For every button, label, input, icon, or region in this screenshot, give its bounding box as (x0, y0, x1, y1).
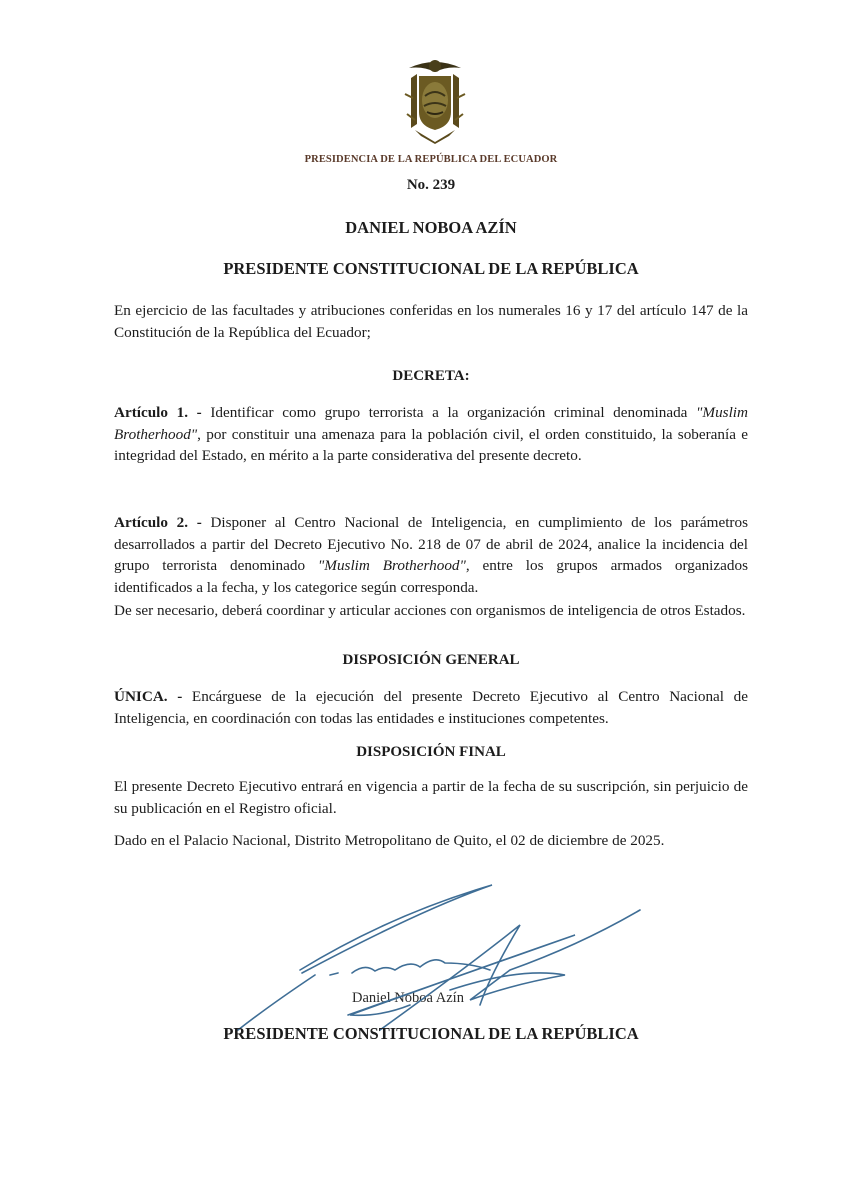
article-2-italic: "Muslim Brotherhood" (317, 557, 466, 574)
presidency-heading: PRESIDENCIA DE LA REPÚBLICA DEL ECUADOR (304, 154, 558, 165)
disposicion-final-text: El presente Decreto Ejecutivo entrará en vigencia a partir de la fecha de su suscripción, sin perjuicio de su publicación en el Registro oficial. (114, 778, 748, 817)
decree-number: No. 239 (406, 177, 456, 193)
article-2-text-a: Disponer al Centro Nacional de Inteligencia, en cumplimiento de los parámetros desarrollados a partir del Decreto Ejecutivo No. 218 de 07 de abril de 2024, analice la incidencia del grupo terrorista denominado (114, 514, 748, 574)
disposicion-general-heading: DISPOSICIÓN GENERAL (342, 652, 520, 668)
article-2 (114, 512, 748, 598)
article-2-extra: De ser necesario, deberá coordinar y articular acciones con organismos de inteligencia de otros Estados. (114, 602, 746, 619)
president-name: DANIEL NOBOA AZÍN (345, 218, 517, 237)
unica-text: Encárguese de la ejecución del presente Decreto Ejecutivo al Centro Nacional de Inteligencia, en coordinación con todas las entidades e instituciones competentes. (114, 688, 748, 727)
coat-of-arms-icon (403, 54, 467, 146)
signatory-title: PRESIDENTE CONSTITUCIONAL DE LA REPÚBLICA (223, 1024, 639, 1043)
given-at: Dado en el Palacio Nacional, Distrito Metropolitano de Quito, el 02 de diciembre de 2025. (114, 832, 665, 849)
disposicion-general-text (114, 686, 748, 729)
decreta-heading: DECRETA: (392, 368, 470, 384)
unica-label: ÚNICA. - (114, 688, 183, 705)
disposicion-final-heading: DISPOSICIÓN FINAL (356, 744, 506, 760)
handwritten-signature (220, 875, 660, 1035)
article-2-text-b: , entre los grupos armados organizados identificados a la fecha, y los categorice según corresponda. (114, 557, 748, 596)
signatory-name: Daniel Noboa Azín (352, 990, 464, 1006)
preamble: En ejercicio de las facultades y atribuciones conferidas en los numerales 16 y 17 del artículo 147 de la Constitución de la República del Ecuador; (114, 302, 748, 341)
president-title: PRESIDENTE CONSTITUCIONAL DE LA REPÚBLICA (223, 259, 639, 278)
article-1-text-b: , por constituir una amenaza para la población civil, el orden constituido, la soberanía e integridad del Estado, en mérito a la parte considerativa del presente decreto. (114, 425, 748, 464)
article-1 (114, 402, 748, 467)
article-1-label: Artículo 1. - (114, 404, 202, 421)
article-1-italic: "Muslim Brotherhood" (114, 404, 748, 443)
article-1-text-a: Identificar como grupo terrorista a la organización criminal denominada (201, 404, 697, 421)
article-2-label: Artículo 2. - (114, 514, 202, 531)
